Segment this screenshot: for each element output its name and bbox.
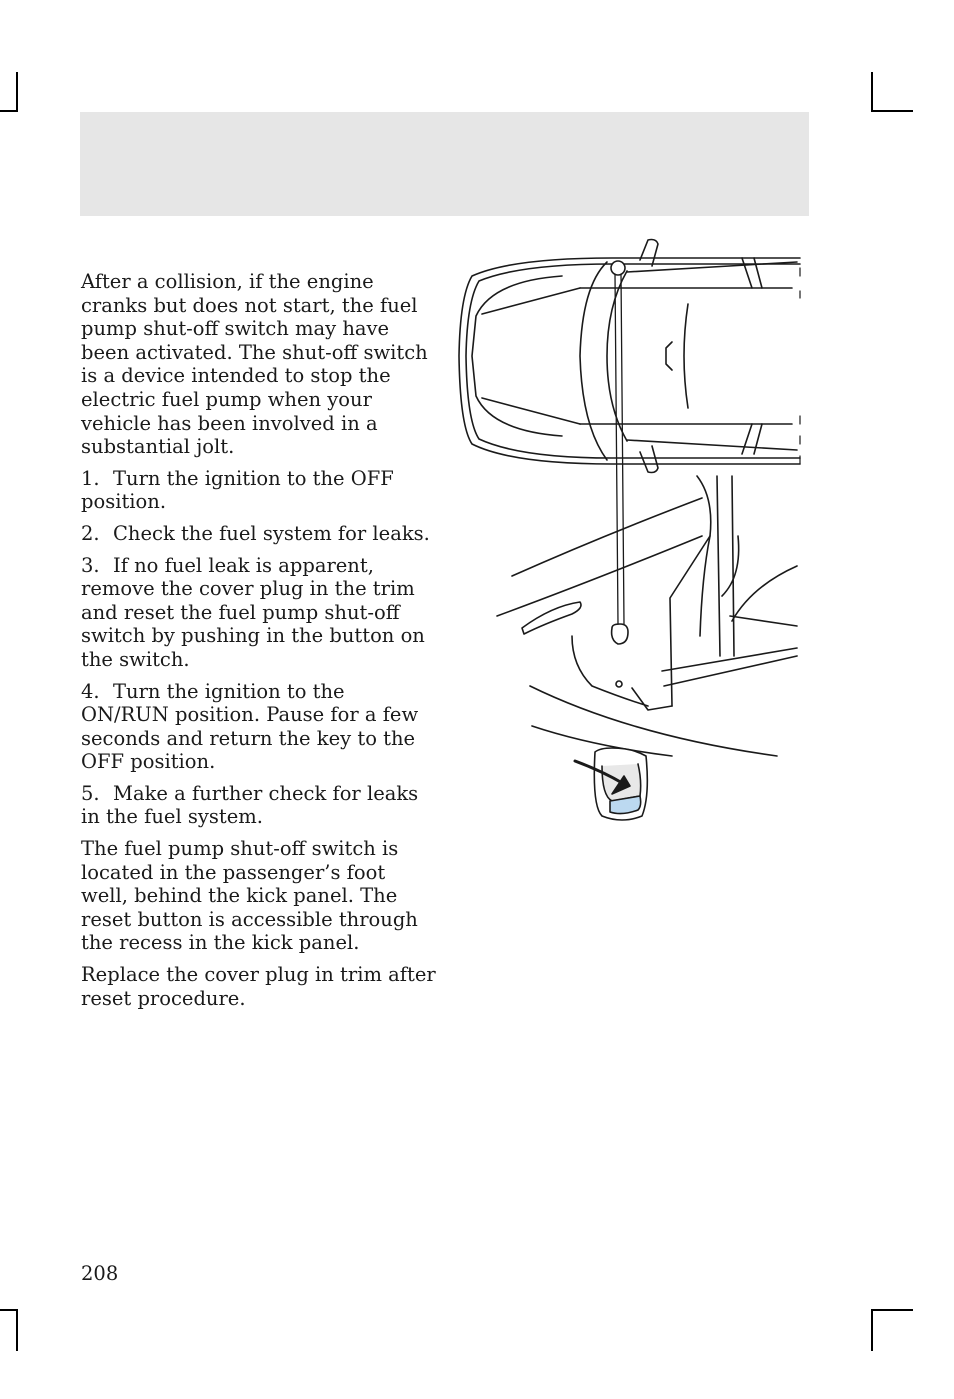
crop-mark-top-left-v	[16, 72, 18, 112]
page-number: 208	[81, 1262, 119, 1285]
step-number: 2.	[81, 521, 100, 545]
step-text: Turn the ignition to the ON/RUN position. Pause for a few seconds and return the key to the OFF position.	[81, 679, 419, 774]
car-top-view	[459, 240, 800, 473]
crop-mark-top-right-h	[871, 110, 913, 112]
crop-mark-bottom-left-h	[0, 1309, 18, 1311]
car-kick-panel-fuel-switch-illustration	[452, 236, 802, 826]
step-1	[81, 467, 436, 514]
crop-mark-bottom-right-v	[871, 1309, 873, 1351]
location-paragraph: The fuel pump shut-off switch is located in the passenger’s foot well, behind the kick panel. The reset button is accessible through the recess in the kick panel.	[81, 837, 418, 955]
step-5	[81, 782, 436, 829]
step-3	[81, 554, 436, 672]
cover-plug-detail	[575, 748, 647, 820]
crop-mark-bottom-left-v	[16, 1309, 18, 1351]
crop-mark-top-left-h	[0, 110, 18, 112]
crop-mark-bottom-right-h	[871, 1309, 913, 1311]
step-number: 3.	[81, 553, 100, 577]
step-4	[81, 680, 436, 774]
step-text: Turn the ignition to the OFF position.	[81, 466, 394, 514]
step-number: 1.	[81, 466, 100, 490]
kick-panel-view	[497, 476, 797, 756]
step-2	[81, 522, 436, 546]
leader-line	[615, 274, 624, 624]
step-number: 5.	[81, 781, 100, 805]
body-text-column	[81, 270, 436, 1018]
step-text: If no fuel leak is apparent, remove the cover plug in the trim and reset the fuel pump shut-off switch by pushing in the button on the switch.	[81, 553, 425, 671]
replace-paragraph: Replace the cover plug in trim after reset procedure.	[81, 963, 436, 1010]
intro-paragraph: After a collision, if the engine cranks but does not start, the fuel pump shut-off switch may have been activated. The shut-off switch is a device intended to stop the electric fuel pump when your vehicle has been involved in a substantial jolt.	[81, 270, 428, 459]
step-text: Make a further check for leaks in the fuel system.	[81, 781, 419, 829]
section-header-band	[80, 112, 809, 216]
step-number: 4.	[81, 679, 100, 703]
crop-mark-top-right-v	[871, 72, 873, 112]
step-text: Check the fuel system for leaks.	[113, 521, 430, 545]
